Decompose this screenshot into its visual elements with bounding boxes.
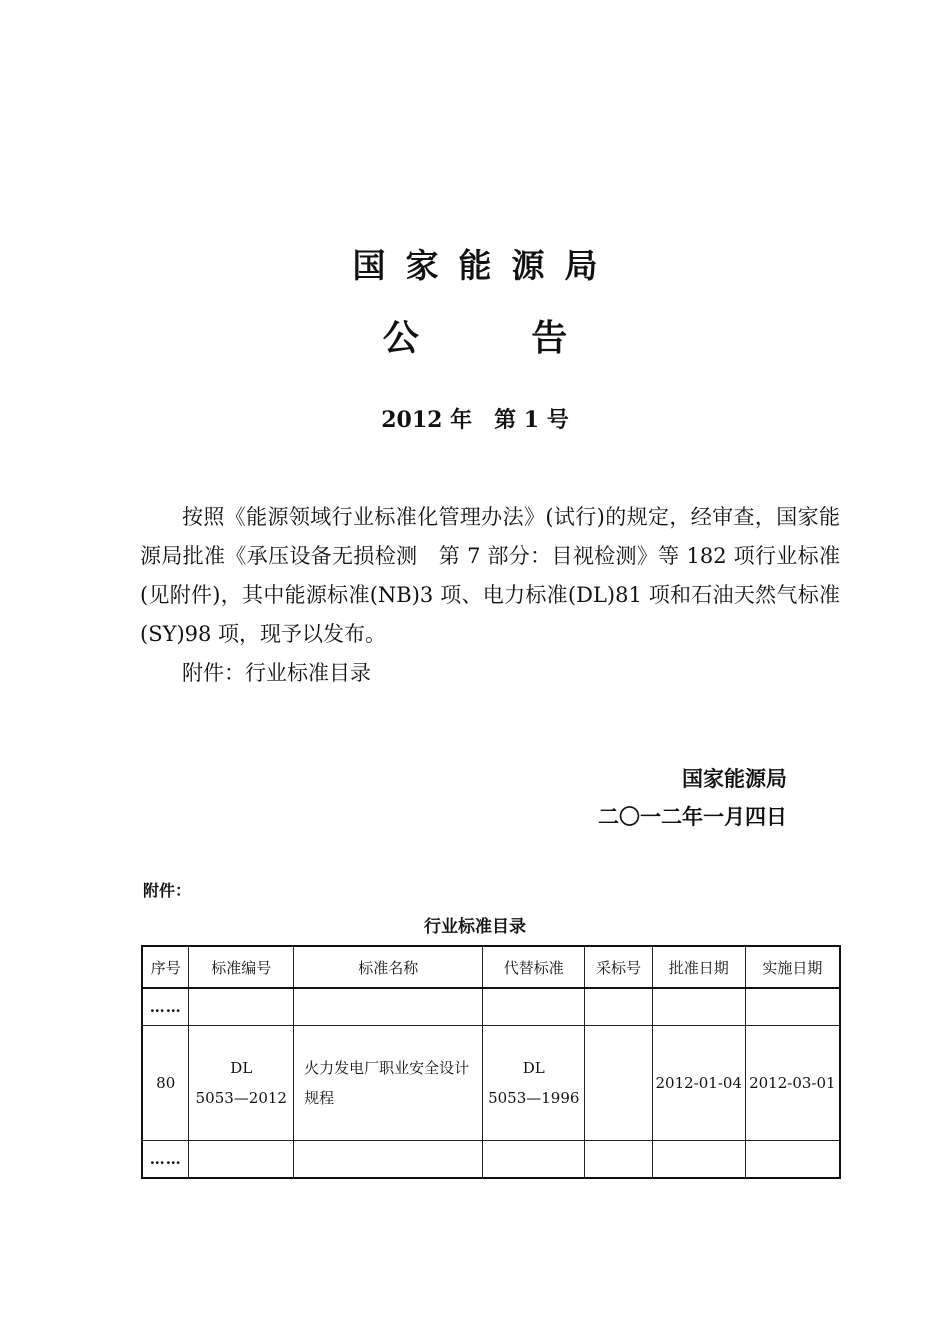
empty-cell bbox=[585, 988, 653, 1026]
empty-cell bbox=[294, 988, 483, 1026]
empty-cell bbox=[652, 1141, 745, 1179]
attachment-label: 附件： bbox=[143, 881, 192, 900]
empty-cell bbox=[189, 988, 294, 1026]
body-paragraph: 按照《能源领域行业标准化管理办法》(试行)的规定，经审查，国家能源局批准《承压设备无损检测 第 7 部分：目视检测》等 182 项行业标准(见附件)，其中能源标准(NB)3 项、电力标准(DL)81 项和石油天然气标准(SY)98 项，现予以发布。 bbox=[140, 505, 840, 646]
column-header: 批准日期 bbox=[652, 946, 745, 988]
ellipsis-cell: …… bbox=[142, 1141, 189, 1179]
row-number: 80 bbox=[142, 1026, 189, 1141]
replaced-standard bbox=[483, 1026, 585, 1141]
column-header: 代替标准 bbox=[483, 946, 585, 988]
empty-cell bbox=[189, 1141, 294, 1179]
replaced-code-number: 5053—1996 bbox=[488, 1089, 580, 1107]
ellipsis-cell: …… bbox=[142, 988, 189, 1026]
signature-agency: 国家能源局 bbox=[682, 767, 787, 791]
table-title: 行业标准目录 bbox=[424, 917, 526, 937]
standard-code-number: 5053—2012 bbox=[195, 1089, 287, 1107]
replaced-code-prefix: DL bbox=[522, 1059, 545, 1077]
column-header: 实施日期 bbox=[745, 946, 840, 988]
signature-block bbox=[598, 760, 787, 836]
table-header-row bbox=[142, 946, 840, 988]
standard-code-prefix: DL bbox=[230, 1059, 253, 1077]
approval-date: 2012-01-04 bbox=[652, 1026, 745, 1141]
empty-cell bbox=[585, 1141, 653, 1179]
table-row bbox=[142, 1141, 840, 1179]
adopted-standard-no bbox=[585, 1026, 653, 1141]
notice-body bbox=[140, 498, 840, 693]
standard-code bbox=[189, 1026, 294, 1141]
empty-cell bbox=[745, 1141, 840, 1179]
effective-date: 2012-03-01 bbox=[745, 1026, 840, 1141]
standards-table bbox=[141, 945, 841, 1179]
standard-name: 火力发电厂职业安全设计规程 bbox=[294, 1026, 483, 1141]
signature-date: 二〇一二年一月四日 bbox=[598, 805, 787, 829]
agency-title: 国家能源局 bbox=[352, 246, 618, 285]
column-header: 标准编号 bbox=[189, 946, 294, 988]
column-header: 标准名称 bbox=[294, 946, 483, 988]
empty-cell bbox=[652, 988, 745, 1026]
table-row bbox=[142, 1026, 840, 1141]
attachment-reference: 附件：行业标准目录 bbox=[182, 661, 371, 685]
column-header: 采标号 bbox=[585, 946, 653, 988]
empty-cell bbox=[483, 1141, 585, 1179]
empty-cell bbox=[483, 988, 585, 1026]
notice-title: 公 告 bbox=[382, 318, 618, 359]
empty-cell bbox=[294, 1141, 483, 1179]
issue-number: 2012 年 第 1 号 bbox=[381, 407, 569, 433]
column-header: 序号 bbox=[142, 946, 189, 988]
table-row bbox=[142, 988, 840, 1026]
empty-cell bbox=[745, 988, 840, 1026]
